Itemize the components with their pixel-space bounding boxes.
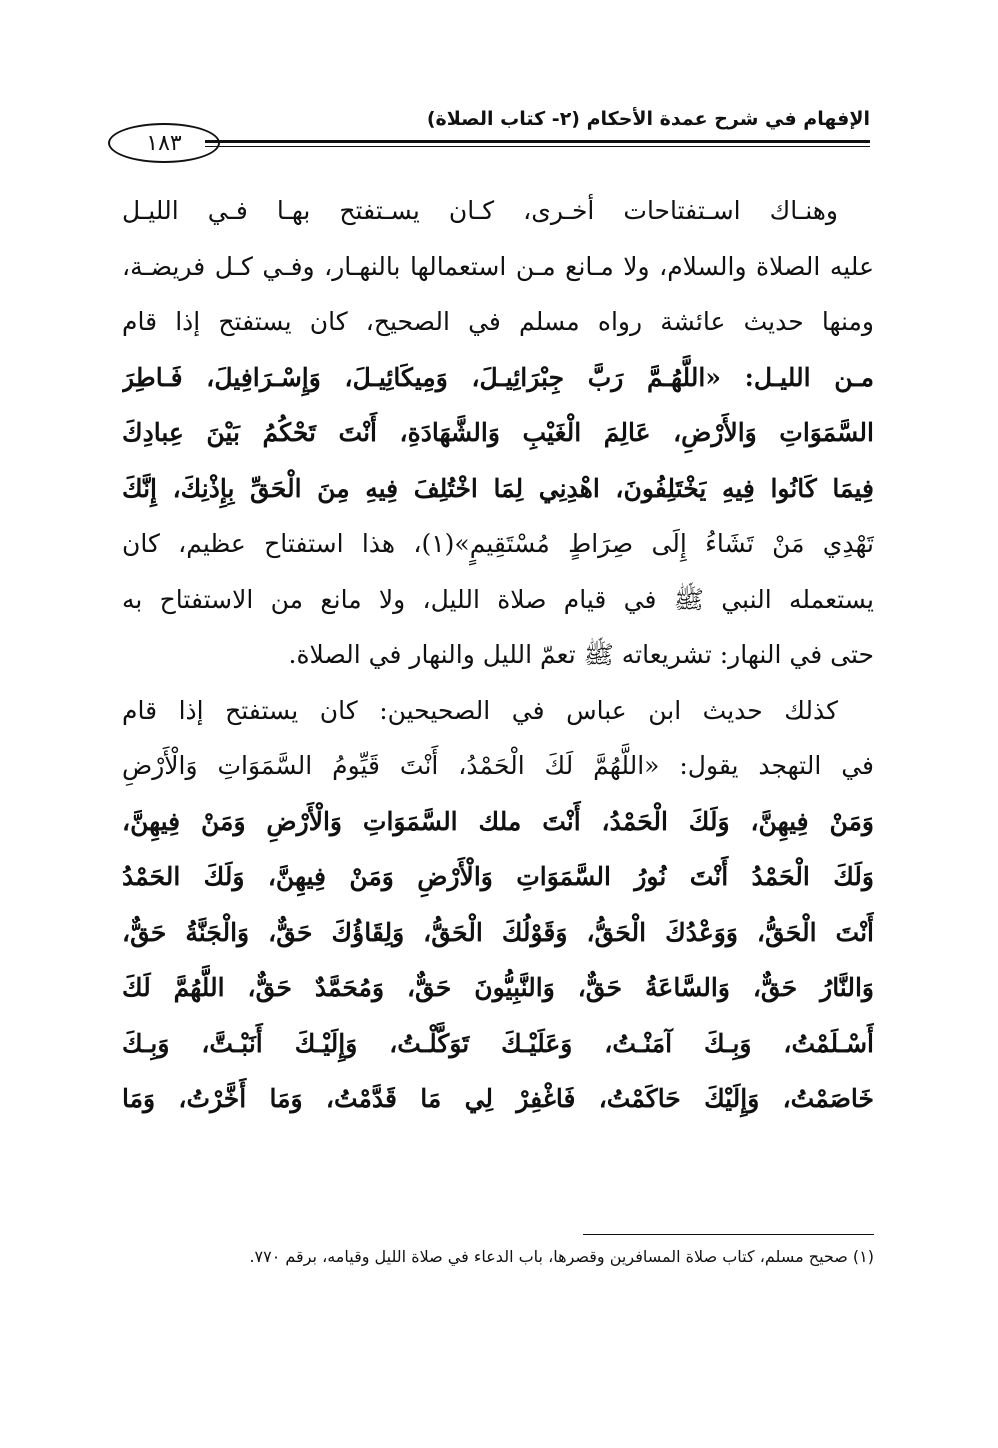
- text-line: يستعمله النبي ﷺ في قيام صلاة الليل، ولا مانع من الاستفتاح به: [122, 584, 874, 614]
- text-line: أَنْتَ الْحَقُّ، وَوَعْدُكَ الْحَقُّ، وَقَوْلُكَ الْحَقُّ، وَلِقَاؤُكَ حَقٌّ، وَالْجَنَّةُ حَقٌّ،: [122, 917, 874, 947]
- header-rule-thick: [205, 140, 870, 143]
- text-line: تَهْدِي مَنْ تَشَاءُ إِلَى صِرَاطٍ مُسْتَقِيمٍ»(١)، هذا استفتاح عظيم، كان: [122, 529, 874, 558]
- footnote-separator: [583, 1234, 874, 1235]
- page-number: ١٨٣: [108, 123, 220, 163]
- body-text: [122, 183, 874, 1127]
- text-line: وَلَكَ الْحَمْدُ أَنْتَ نُورُ السَّمَوَاتِ وَالْأَرْضِ وَمَنْ فِيهِنَّ، وَلَكَ الحَمْدُ: [122, 862, 874, 891]
- text-line: حتى في النهار: تشريعاته ﷺ تعمّ الليل والنهار في الصلاة.: [288, 640, 874, 669]
- text-line: وهنـاك اسـتفتاحات أخـرى، كـان يسـتفتح بهـا فـي الليـل: [122, 196, 838, 225]
- text-line: عليه الصلاة والسلام، ولا مـانع مـن استعمالها بالنهـار، وفـي كـل فريضـة،: [122, 251, 874, 281]
- text-line: ومنها حديث عائشة رواه مسلم في الصحيح، كان يستفتح إذا قام: [122, 307, 874, 336]
- text-line: فِيمَا كَانُوا فِيهِ يَخْتَلِفُونَ، اهْدِنِي لِمَا اخْتُلِفَ فِيهِ مِنَ الْحَقِّ بِإِذْنِكَ، إِنَّكَ: [122, 473, 874, 503]
- text-line: وَمَنْ فِيهِنَّ، وَلَكَ الْحَمْدُ، أَنْتَ ملك السَّمَوَاتِ وَالْأَرْضِ وَمَنْ فِيهِنَّ،: [122, 806, 874, 836]
- footnote: (١) صحيح مسلم، كتاب صلاة المسافرين وقصرها، باب الدعاء في صلاة الليل وقيامه، برقم ٧٧٠.: [249, 1247, 874, 1266]
- header-rule-thin: [205, 146, 870, 147]
- text-line: كذلك حديث ابن عباس في الصحيحين: كان يستفتح إذا قام: [122, 695, 838, 725]
- text-line: وَالنَّارُ حَقٌّ، وَالسَّاعَةُ حَقٌّ، وَالنَّبِيُّونَ حَقٌّ، وَمُحَمَّدٌ حَقٌّ، اللَّهُمَّ لَكَ: [122, 973, 874, 1002]
- running-header-title: الإفهام في شرح عمدة الأحكام (٢- كتاب الصلاة): [426, 108, 870, 130]
- text-line: في التهجد يقول: «اللَّهُمَّ لَكَ الْحَمْدُ، أَنْتَ قَيِّومُ السَّمَوَاتِ وَالْأَرْضِ: [122, 751, 874, 780]
- text-line: السَّمَوَاتِ وَالأَرْضِ، عَالِمَ الْغَيْبِ وَالشَّهَادَةِ، أَنْتَ تَحْكُمُ بَيْنَ عِبادِكَ: [122, 418, 874, 447]
- text-line: أَسْـلَمْتُ، وَبِـكَ آمَنْـتُ، وَعَلَيْـكَ تَوَكَّلْـتُ، وَإِلَيْـكَ أَنَبْـتَّ، وَبِـكَ: [122, 1028, 874, 1058]
- text-line: مـن الليـل: «اللَّهُـمَّ رَبَّ جِبْرَائِيـلَ، وَمِيكَائِيـلَ، وَإِسْـرَافِيلَ، فَـاطِرَ: [122, 362, 874, 392]
- text-line: خَاصَمْتُ، وَإِلَيْكَ حَاكَمْتُ، فَاغْفِرْ لِي مَا قَدَّمْتُ، وَمَا أَخَّرْتُ، وَمَا: [122, 1084, 874, 1113]
